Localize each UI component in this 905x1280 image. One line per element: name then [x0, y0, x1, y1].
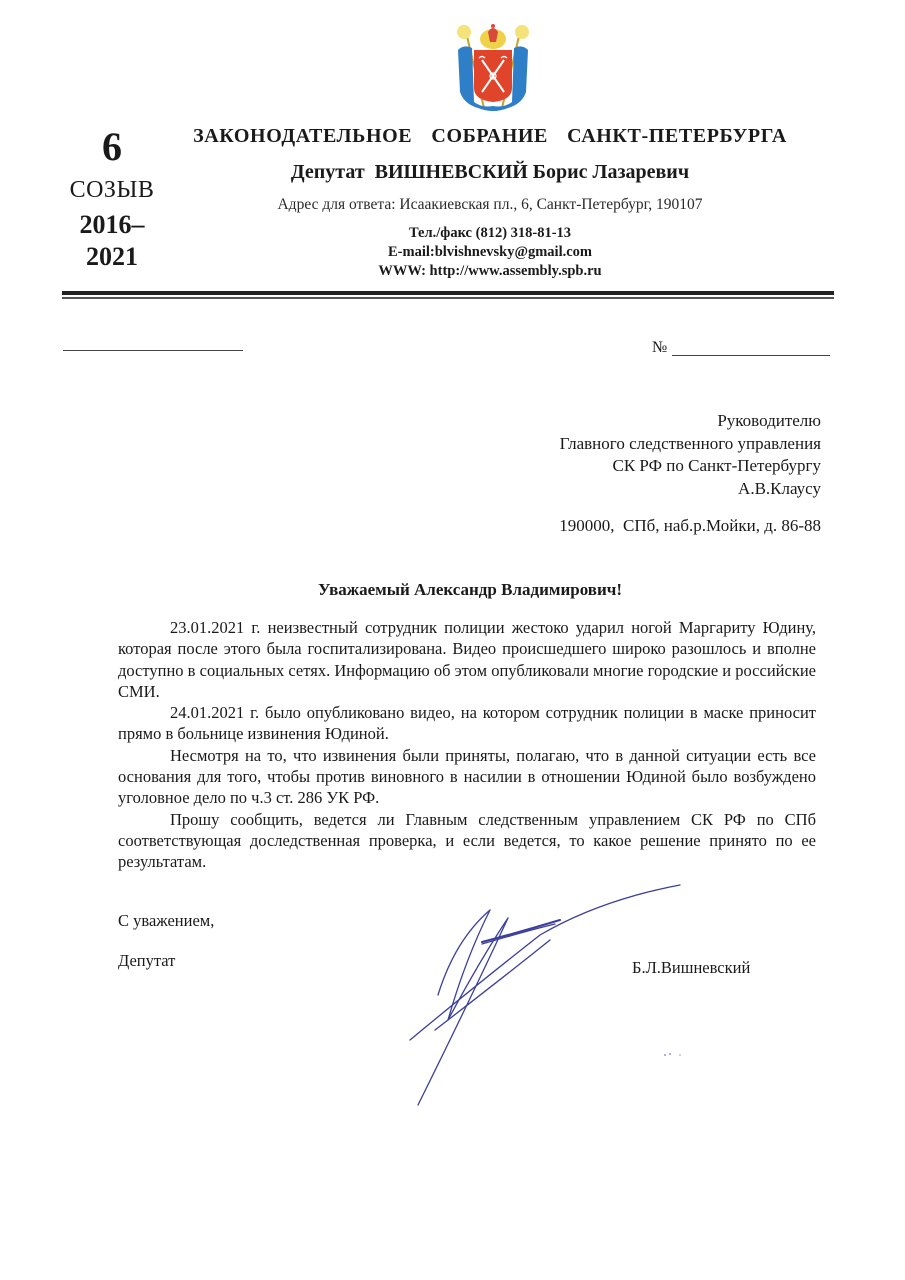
saint-petersburg-coat-of-arms-icon [452, 22, 534, 114]
deputy-name: Депутат ВИШНЕВСКИЙ Борис Лазаревич [290, 161, 690, 183]
phone-fax: Тел./факс (812) 318-81-13 [408, 225, 572, 241]
signature [350, 880, 690, 1120]
paragraph: Несмотря на то, что извинения были приняты, полагаю, что в данной ситуации есть все основания для того, чтобы против виновного в насилии в отношении Юдиной было возбуждено уголовное дело по ч.3 ст. 286 УК РФ. [118, 745, 816, 808]
signer-position: Депутат [118, 951, 176, 970]
signer-name: Б.Л.Вишневский [632, 958, 751, 977]
number-blank-line [672, 355, 830, 356]
convocation-label: СОЗЫВ [69, 177, 155, 203]
paragraph: 23.01.2021 г. неизвестный сотрудник полиции жестоко ударил ногой Маргариту Юдину, которая после этого была госпитализирована. Видео происшедшего широко разошлось и вполне доступно в социальных сетях. Информацию об этом опубликовали многие городские и российские СМИ. [118, 618, 816, 701]
email-address: E-mail:blvishnevsky@gmail.com [387, 244, 592, 260]
convocation-block [62, 125, 162, 273]
contact-block [170, 224, 810, 281]
recipient-agency: СК РФ по Санкт-Петербургу [612, 456, 821, 475]
website: WWW: http://www.assembly.spb.ru [378, 263, 602, 279]
recipient-address: 190000, СПб, наб.р.Мойки, д. 86-88 [559, 516, 821, 535]
salutation: Уважаемый Александр Владимирович! [317, 580, 623, 599]
organization-title: ЗАКОНОДАТЕЛЬНОЕ СОБРАНИЕ САНКТ-ПЕТЕРБУРГА [193, 125, 787, 147]
recipient-title: Руководителю [717, 411, 821, 430]
number-label: № [652, 339, 668, 356]
recipient-department: Главного следственного управления [559, 433, 821, 453]
reply-address: Адрес для ответа: Исаакиевская пл., 6, Санкт-Петербург, 190107 [277, 196, 703, 213]
letter-body [118, 617, 816, 873]
handwritten-signature-icon [350, 880, 690, 1120]
header-divider-thick [62, 291, 834, 295]
recipient-name: А.В.Клаусу [738, 478, 821, 498]
recipient-block [480, 410, 821, 500]
convocation-number: 6 [102, 124, 122, 169]
convocation-years-end: 2021 [86, 242, 138, 271]
convocation-years-start: 2016– [79, 210, 145, 239]
date-blank-line [63, 350, 243, 351]
coat-of-arms-emblem [452, 22, 534, 114]
paragraph: 24.01.2021 г. было опубликовано видео, на котором сотрудник полиции в маске приносит прямо в больнице извинения Юдиной. [118, 703, 816, 744]
closing-phrase: С уважением, [118, 911, 215, 930]
paragraph: Прошу сообщить, ведется ли Главным следственным управлением СК РФ по СПб соответствующая доследственная проверка, и если ведется, то какое решение принято по ее результатам. [118, 809, 816, 872]
header-divider-thin [62, 297, 834, 299]
